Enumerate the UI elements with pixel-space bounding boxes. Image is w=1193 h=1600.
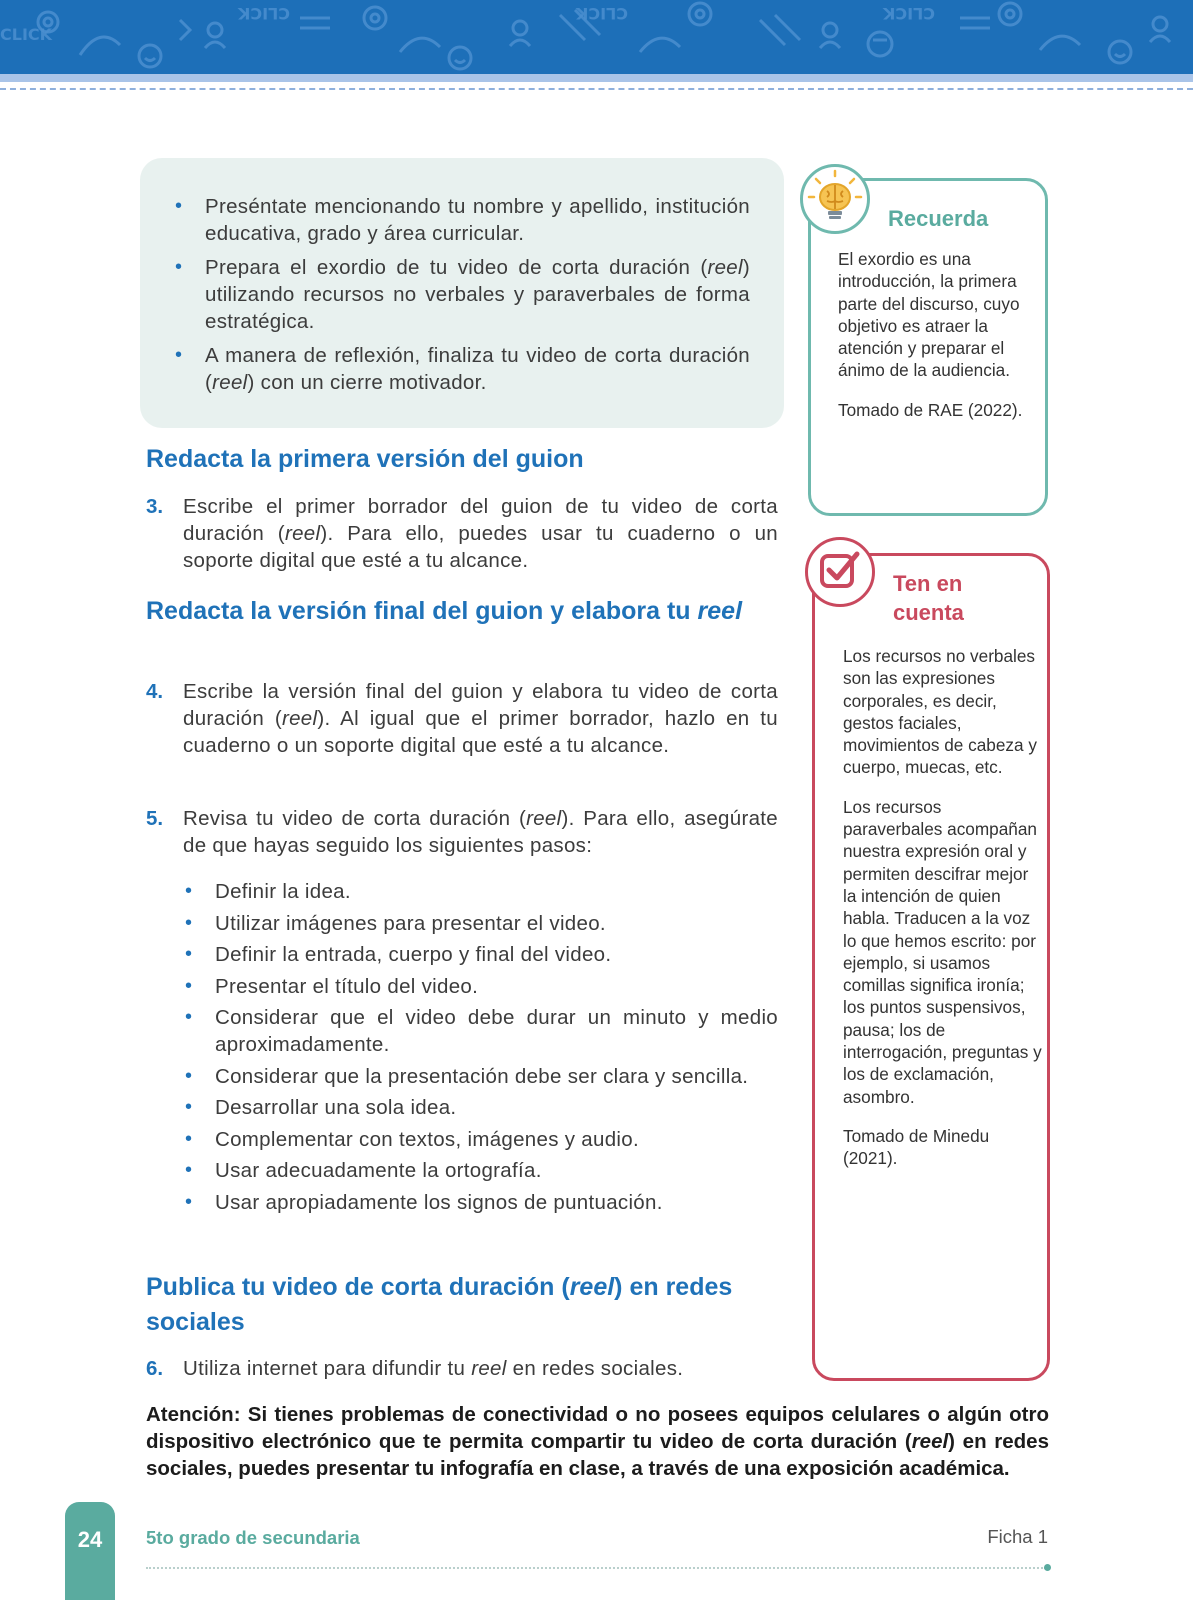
page-number: 24 [77,1527,103,1552]
attention-reel: reel [911,1430,949,1453]
ten-en-cuenta-title: Ten en cuenta [893,571,964,625]
review-step: • Utilizar imágenes para presentar el video. [185,910,778,937]
review-step: • Complementar con textos, imágenes y audio. [185,1126,778,1153]
footer-grade: 5to grado de secundaria [146,1527,360,1548]
task-6-number: 6. [146,1357,164,1380]
task-3-part-a: Escribe el primer borrador del guion de tu video de corta duración ( [183,495,778,545]
ten-en-cuenta-source: Tomado de Minedu (2021). [843,1125,990,1169]
attention-part-a: Atención: Si tienes problemas de conectividad o no posees equipos celulares o algún otro dispositivo electrónico que te permita compartir tu video de corta duración ( [146,1403,1049,1453]
section-title-final-version-reel: reel [697,597,743,625]
task-3-part-b: ). Para ello, puedes usar tu cuaderno o un soporte digital que esté a tu alcance. [183,522,778,572]
intro-bullet-1: • Preséntate mencionando tu nombre y apellido, institución educativa, grado y área curricular. [175,193,750,247]
footer-dot [1044,1564,1051,1571]
svg-text:CLICK: CLICK [882,4,935,23]
review-step: • Considerar que la presentación debe ser clara y sencilla. [185,1063,778,1090]
task-4-number: 4. [146,680,164,703]
task-4-part-a: Escribe la versión final del guion y elabora tu video de corta duración ( [183,680,778,730]
intro-bullet-3-part-a: A manera de reflexión, finaliza tu video de corta duración ( [205,344,750,394]
recuerda-title: Recuerda [888,206,989,231]
review-steps-list [185,878,778,1220]
header-pattern-band [0,0,1193,74]
task-4-reel: reel [281,707,318,730]
attention-note [146,1401,1049,1482]
review-step: • Desarrollar una sola idea. [185,1094,778,1121]
task-3-text [183,493,778,574]
task-4 [146,678,778,759]
attention-part-b: ) en redes sociales, puedes presentar tu infografía en clase, a través de una exposición académica. [146,1430,1049,1480]
review-step: • Presentar el título del video. [185,973,778,1000]
review-step: • Definir la entrada, cuerpo y final del video. [185,941,778,968]
task-6-part-b: en redes sociales. [506,1357,684,1380]
svg-text:CLICK: CLICK [575,4,628,23]
review-step: • Usar adecuadamente la ortografía. [185,1157,778,1184]
review-step: • Usar apropiadamente los signos de puntuación. [185,1189,778,1216]
paraverbal-resources-text: Los recursos paraverbales acompañan nuestra expresión oral y permiten descifrar mejor la intención de quien habla. Traducen a la voz lo que hemos escrito: por ejemplo, si usamos comillas significa ironía; los puntos suspensivos, pausa; los de interrogación, preguntas y los de exclamación, asombro. [843,796,1042,1107]
svg-text:CLICK: CLICK [0,25,53,44]
task-3-reel: reel [284,522,321,545]
page-number-tab [65,1502,115,1600]
review-step: • Considerar que el video debe durar un minuto y medio aproximadamente. [185,1004,778,1058]
section-title-publish [146,1270,786,1340]
intro-bullet-2-reel: reel [707,256,743,279]
review-step: • Definir la idea. [185,878,778,905]
intro-bullet-2-part-a: Prepara el exordio de tu video de corta duración ( [205,256,708,279]
intro-bullet-list [175,193,750,403]
header-stripe [0,74,1193,82]
task-3 [146,493,778,574]
task-4-text [183,678,778,759]
task-3-number: 3. [146,495,164,518]
svg-text:CLICK: CLICK [237,4,290,23]
task-5-text [183,805,778,859]
section-title-publish-part-a: Publica tu video de corta duración ( [146,1273,570,1301]
recuerda-source: Tomado de RAE (2022). [838,399,1023,420]
checkbox-icon [805,537,875,607]
section-title-publish-part-b: ) en redes sociales [146,1273,733,1336]
task-6 [146,1355,778,1382]
header-dashed-divider [0,88,1193,90]
intro-bullet-2-part-b: ) utilizando recursos no verbales y paraverbales de forma estratégica. [205,256,750,333]
section-title-final-version-text: Redacta la versión final del guion y elabora tu [146,597,698,625]
recuerda-body [838,248,1038,438]
task-4-part-b: ). Al igual que el primer borrador, hazlo en tu cuaderno o un soporte digital que esté a tu alcance. [183,707,778,757]
intro-bullet-3-part-b: ) con un cierre motivador. [247,371,487,394]
doodle-pattern [0,0,1193,74]
non-verbal-resources-text: Los recursos no verbales son las expresiones corporales, es decir, gestos faciales, movimientos de cabeza y cuerpo, muecas, etc. [843,646,1037,778]
task-5-reel: reel [526,807,562,830]
brain-lightbulb-icon [800,164,870,234]
task-6-part-a: Utiliza internet para difundir tu [183,1357,472,1380]
intro-bullet-2 [175,254,750,335]
task-5 [146,805,778,859]
section-title-publish-reel: reel [569,1273,615,1301]
ten-en-cuenta-body [843,645,1043,1187]
section-title-final-version [146,594,786,629]
recuerda-definition: El exordio es una introducción, la primera parte del discurso, cuyo objetivo es atraer la atención y preparar el ánimo de la audiencia. [838,249,1020,381]
intro-bullet-3-reel: reel [212,371,248,394]
task-5-number: 5. [146,807,164,830]
section-title-first-draft: Redacta la primera versión del guion [146,445,584,473]
task-5-part-b: ). Para ello, asegúrate de que hayas seguido los siguientes pasos: [183,807,778,857]
intro-bullet-3 [175,342,750,396]
task-6-text [183,1355,778,1382]
footer-ficha: Ficha 1 [987,1526,1048,1547]
footer-dotted-line [146,1567,1046,1569]
task-5-part-a: Revisa tu video de corta duración ( [183,807,527,830]
task-6-reel: reel [471,1357,507,1380]
